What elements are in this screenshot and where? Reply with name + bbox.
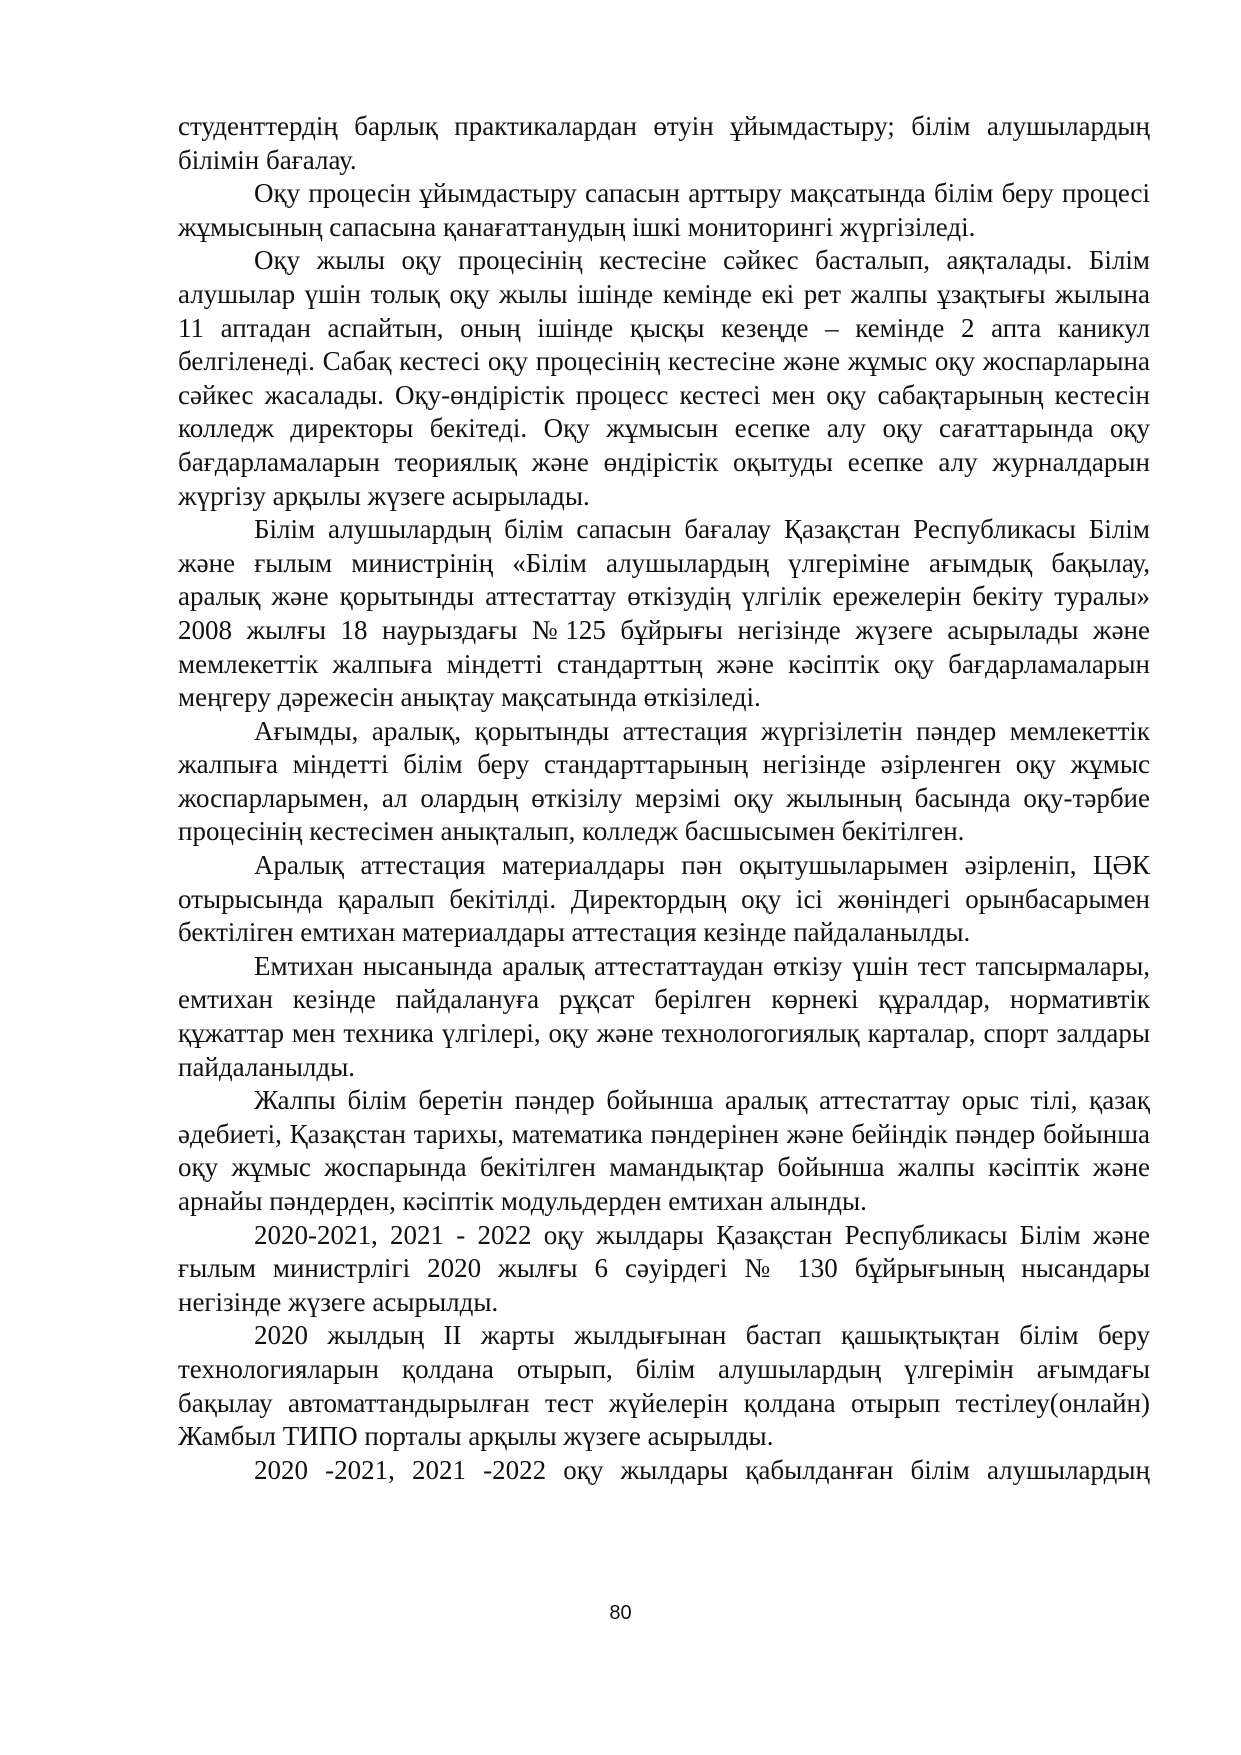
paragraph-2: Оқу процесін ұйымдастыру сапасын арттыру мақсатында білім беру процесі жұмысының сапасына қанағаттанудың ішкі мониторингі жүргізіледі. [178,178,1150,242]
paragraph-10: 2020 жылдың ІІ жарты жылдығынан бастап қашықтықтан білім беру технологияларын қолдана отырып, білім алушылардың үлгерімін ағымдағы бақылау автоматтандырылған тест жүйелерін қолдана отырып тестілеу(онлайн) Жамбыл ТИПО порталы арқылы жүзеге асырылды. [178,1320,1150,1452]
document-body [178,110,1150,1487]
paragraph-4: Білім алушылардың білім сапасын бағалау Қазақстан Республикасы Білім және ғылым министрінің «Білім алушылардың үлгеріміне ағымдық бақылау, аралық және қорытынды аттестаттау өткізудің үлгілік ережелерін бекіту туралы» 2008 жылғы 18 наурыздағы №125 бұйрығы негізінде жүзеге асырылады және мемлекеттік жалпыға міндетті стандарттың және кәсіптік оқу бағдарламаларын меңгеру дәрежесін анықтау мақсатында өткізіледі. [178,514,1150,713]
paragraph-5: Ағымды, аралық, қорытынды аттестация жүргізілетін пәндер мемлекеттік жалпыға міндетті білім беру стандарттарының негізінде әзірленген оқу жұмыс жоспарларымен, ал олардың өткізілу мерзімі оқу жылының басында оқу-тәрбие процесінің кестесімен анықталып, колледж басшысымен бекітілген. [178,715,1150,847]
paragraph-3: Оқу жылы оқу процесінің кестесіне сәйкес басталып, аяқталады. Білім алушылар үшін толық оқу жылы ішінде кемінде екі рет жалпы ұзақтығы жылына 11 аптадан аспайтын, оның ішінде қысқы кезеңде – кемінде 2 апта каникул белгіленеді. Сабақ кестесі оқу процесінің кестесіне және жұмыс оқу жоспарларына сәйкес жасалады. Оқу-өндірістік процесс кестесі мен оқу сабақтарының кестесін колледж директоры бекітеді. Оқу жұмысын есепке алу оқу сағаттарында оқу бағдарламаларын теориялық және өндірістік оқытуды есепке алу журналдарын жүргізу арқылы жүзеге асырылады. [178,245,1150,511]
paragraph-9: 2020-2021, 2021 - 2022 оқу жылдары Қазақстан Республикасы Білім және ғылым министрлігі 2020 жылғы 6 сәуірдегі № 130 бұйрығының нысандары негізінде жүзеге асырылды. [178,1219,1150,1317]
paragraph-8: Жалпы білім беретін пәндер бойынша аралық аттестаттау орыс тілі, қазақ әдебиеті, Қазақстан тарихы, математика пәндерінен және бейіндік пәндер бойынша оқу жұмыс жоспарында бекітілген мамандықтар бойынша жалпы кәсіптік және арнайы пәндерден, кәсіптік модульдерден емтихан алынды. [178,1085,1150,1216]
page-number: 80 [609,1602,632,1624]
paragraph-11: 2020 -2021, 2021 -2022 оқу жылдары қабылданған білім алушылардың [254,1454,1150,1485]
paragraph-1: студенттердің барлық практикалардан өтуін ұйымдастыру; білім алушылардың білімін бағалау. [178,111,1150,175]
paragraph-6: Аралық аттестация материалдары пән оқытушыларымен әзірленіп, ЦӘК отырысында қаралып бекітілді. Директордың оқу ісі жөніндегі орынбасарымен бектілiген емтихан материалдары аттестация кезінде пайдаланылды. [178,850,1150,948]
paragraph-7: Емтихан нысанында аралық аттестаттаудан өткізу үшін тест тапсырмалары, емтихан кезінде пайдалануға рұқсат берілген көрнекі құралдар, нормативтік құжаттар мен техника үлгілері, оқу және технологогиялық карталар, спорт залдары пайдаланылды. [178,950,1150,1082]
